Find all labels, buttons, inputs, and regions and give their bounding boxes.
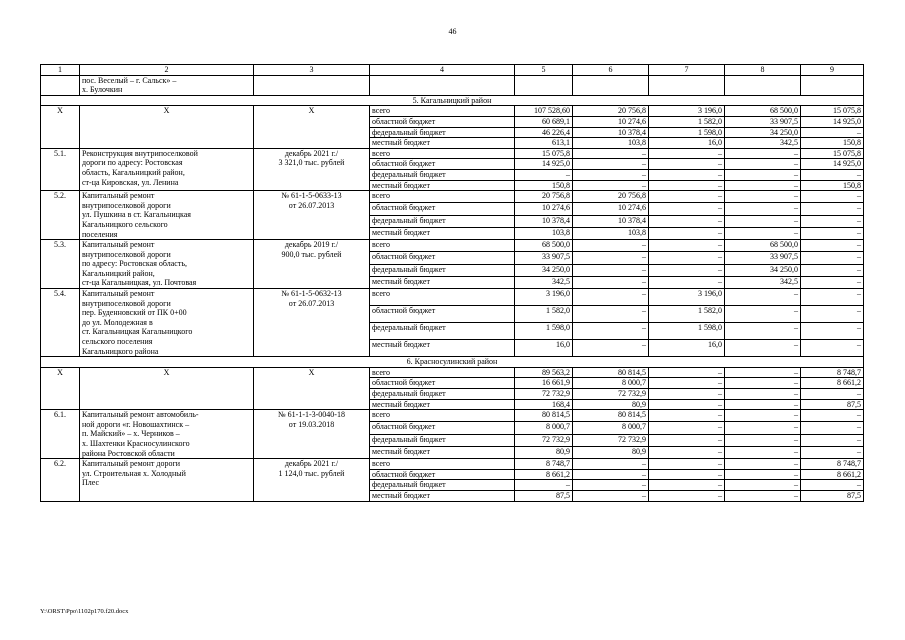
item-row (41, 459, 864, 470)
amount-cell: – (573, 480, 649, 491)
amount-cell: 8 000,7 (515, 422, 573, 434)
amount-cell: – (725, 191, 801, 203)
item-number: 5.4. (41, 289, 80, 357)
cell-line: Кагальницкий район, (82, 268, 155, 278)
header-cell: 8 (725, 65, 801, 76)
amount-cell: – (649, 410, 725, 422)
cell-line: х. Булочкин (82, 85, 123, 95)
header-cell: 9 (801, 65, 864, 76)
cell-line: ной дороги «г. Новошахтинск – (82, 419, 190, 429)
funding-type-cell: местный бюджет (370, 276, 515, 288)
amount-cell: – (725, 410, 801, 422)
amount-cell: 72 732,9 (515, 389, 573, 400)
amount-cell: – (801, 446, 864, 458)
amount-cell: 72 732,9 (515, 434, 573, 446)
funding-type-cell: федеральный бюджет (370, 434, 515, 446)
item-number: 5.3. (41, 240, 80, 289)
funding-type-cell: федеральный бюджет (370, 264, 515, 276)
amount-cell: 60 689,1 (515, 116, 573, 127)
amount-cell: 10 378,4 (573, 215, 649, 227)
amount-cell: – (725, 378, 801, 389)
amount-cell: – (649, 422, 725, 434)
amount-cell: – (649, 480, 725, 491)
item-row (41, 410, 864, 422)
amount-cell: 14 925,0 (801, 159, 864, 170)
amount-cell: – (649, 367, 725, 378)
total-marker-cell: X (254, 367, 370, 409)
amount-cell: – (649, 191, 725, 203)
section-title: 6. Красносулинский район (41, 357, 864, 368)
amount-cell: 33 907,5 (725, 116, 801, 127)
cell-line: Кагальницкого района (82, 346, 159, 356)
amount-cell: 20 756,8 (515, 191, 573, 203)
amount-cell: 8 748,7 (801, 367, 864, 378)
item-doc-cell (254, 191, 370, 240)
amount-cell: 3 196,0 (649, 289, 725, 306)
cell-line: декабрь 2019 г./ (284, 240, 339, 250)
amount-cell: – (801, 264, 864, 276)
item-name-cell (80, 289, 254, 357)
amount-cell: 8 748,7 (801, 459, 864, 470)
amount-cell: 1 598,0 (515, 323, 573, 340)
funding-type-cell: всего (370, 410, 515, 422)
cell-line: ст. Кагальницкая Кагальницкого (82, 327, 193, 337)
cell-line: пер. Буденновский от ПК 0+00 (82, 308, 187, 318)
amount-cell: 150,8 (801, 138, 864, 149)
amount-cell: – (573, 469, 649, 480)
cont-empty-cell (515, 75, 573, 95)
cell-line: ст-ца Кагальницкая, ул. Почтовая (82, 278, 197, 288)
cell-line: Капитальный ремонт автомобиль- (82, 410, 199, 420)
header-cell: 4 (370, 65, 515, 76)
item-doc-cell (254, 459, 370, 501)
cell-line: № 61-1-5-0632-13 (281, 289, 342, 299)
cell-line: пос. Веселый – г. Сальск» – (82, 75, 177, 85)
budget-table (40, 64, 864, 502)
cell-line: поселения (82, 229, 118, 239)
item-name-cell (80, 240, 254, 289)
header-cell: 1 (41, 65, 80, 76)
amount-cell: 613,1 (515, 138, 573, 149)
table-header-row (41, 65, 864, 76)
funding-type-cell: областной бюджет (370, 252, 515, 264)
cont-empty-cell (649, 75, 725, 95)
amount-cell: 34 250,0 (725, 127, 801, 138)
amount-cell: 87,5 (801, 399, 864, 410)
item-name-cell (80, 410, 254, 459)
amount-cell: 10 378,4 (515, 215, 573, 227)
cell-line: от 26.07.2013 (288, 298, 335, 308)
section-total-row (41, 106, 864, 117)
amount-cell: – (801, 169, 864, 180)
cell-line: № 61-1-1-3-0040-18 (278, 410, 345, 420)
amount-cell: 16 661,9 (515, 378, 573, 389)
amount-cell: – (801, 422, 864, 434)
funding-type-cell: всего (370, 367, 515, 378)
amount-cell: – (725, 480, 801, 491)
item-row (41, 240, 864, 252)
amount-cell: 80,9 (573, 446, 649, 458)
amount-cell: – (801, 127, 864, 138)
amount-cell: 87,5 (515, 490, 573, 501)
amount-cell: – (801, 323, 864, 340)
funding-type-cell: местный бюджет (370, 446, 515, 458)
amount-cell: 68 500,0 (725, 106, 801, 117)
amount-cell: – (573, 252, 649, 264)
amount-cell: – (515, 480, 573, 491)
amount-cell: – (573, 159, 649, 170)
cell-line: от 19.03.2018 (288, 419, 335, 429)
amount-cell: – (649, 159, 725, 170)
amount-cell: – (725, 459, 801, 470)
funding-type-cell: местный бюджет (370, 180, 515, 191)
amount-cell: – (725, 399, 801, 410)
amount-cell: – (801, 410, 864, 422)
funding-type-cell: федеральный бюджет (370, 169, 515, 180)
amount-cell: – (725, 389, 801, 400)
cell-line: 1 124,0 тыс. рублей (278, 468, 345, 478)
funding-type-cell: всего (370, 459, 515, 470)
cell-line: дороги по адресу: Ростовская (82, 158, 183, 168)
amount-cell: – (725, 422, 801, 434)
item-row (41, 289, 864, 306)
amount-cell: 10 274,6 (515, 203, 573, 215)
section-title: 5. Кагальницкий район (41, 95, 864, 106)
cont-empty-cell (801, 75, 864, 95)
page-number: 46 (448, 27, 457, 36)
amount-cell: 80 814,5 (573, 367, 649, 378)
amount-cell: – (725, 323, 801, 340)
amount-cell: 68 500,0 (725, 240, 801, 252)
amount-cell: 107 528,60 (515, 106, 573, 117)
funding-type-cell: всего (370, 148, 515, 159)
footer-file-path: Y:\ORST\Ppo\1102p170.f20.docx (40, 608, 129, 615)
funding-type-cell: местный бюджет (370, 399, 515, 410)
funding-type-cell: областной бюджет (370, 116, 515, 127)
cont-empty-cell (573, 75, 649, 95)
funding-type-cell: областной бюджет (370, 306, 515, 323)
item-number: 5.1. (41, 148, 80, 190)
header-cell: 2 (80, 65, 254, 76)
amount-cell: 14 925,0 (801, 116, 864, 127)
amount-cell: – (649, 169, 725, 180)
item-name-cell (80, 148, 254, 190)
item-name-cell (80, 459, 254, 501)
cell-line: декабрь 2021 г./ (284, 148, 339, 158)
amount-cell: 80,9 (515, 446, 573, 458)
amount-cell: – (649, 490, 725, 501)
total-marker-cell: X (80, 367, 254, 409)
cell-line: внутрипоселковой дороги (82, 298, 171, 308)
amount-cell: – (725, 434, 801, 446)
amount-cell: – (801, 191, 864, 203)
funding-type-cell: областной бюджет (370, 159, 515, 170)
amount-cell: – (649, 469, 725, 480)
amount-cell: – (573, 148, 649, 159)
cell-line: декабрь 2021 г./ (284, 459, 339, 469)
amount-cell: – (649, 434, 725, 446)
total-marker-cell: X (80, 106, 254, 148)
amount-cell: – (649, 389, 725, 400)
amount-cell: 15 075,8 (515, 148, 573, 159)
funding-type-cell: федеральный бюджет (370, 215, 515, 227)
amount-cell: – (725, 446, 801, 458)
continuation-row (41, 75, 864, 95)
amount-cell: 168,4 (515, 399, 573, 410)
amount-cell: – (573, 490, 649, 501)
amount-cell: – (725, 215, 801, 227)
amount-cell: 1 582,0 (515, 306, 573, 323)
amount-cell: 20 756,8 (573, 191, 649, 203)
item-doc-cell (254, 240, 370, 289)
amount-cell: – (573, 306, 649, 323)
item-row (41, 191, 864, 203)
cell-line: № 61-1-5-0633-13 (281, 191, 342, 201)
amount-cell: 16,0 (649, 138, 725, 149)
funding-type-cell: федеральный бюджет (370, 389, 515, 400)
amount-cell: 34 250,0 (515, 264, 573, 276)
amount-cell: 3 196,0 (515, 289, 573, 306)
amount-cell: 103,8 (573, 227, 649, 239)
cont-empty-cell (725, 75, 801, 95)
amount-cell: – (801, 306, 864, 323)
cell-line: от 26.07.2013 (288, 200, 335, 210)
amount-cell: – (725, 169, 801, 180)
funding-type-cell: местный бюджет (370, 490, 515, 501)
cell-line: ул. Пушкина в ст. Кагальницкая (82, 210, 191, 220)
cell-line: Капитальный ремонт дороги (82, 459, 181, 469)
amount-cell: – (801, 240, 864, 252)
amount-cell: 8 661,2 (801, 378, 864, 389)
amount-cell: – (725, 367, 801, 378)
amount-cell: 33 907,5 (725, 252, 801, 264)
amount-cell: 10 274,6 (573, 203, 649, 215)
cell-line: п. Майский» – х. Черников – (82, 429, 180, 439)
item-number: 6.2. (41, 459, 80, 501)
amount-cell: – (649, 264, 725, 276)
cont-empty-cell (370, 75, 515, 95)
amount-cell: 87,5 (801, 490, 864, 501)
amount-cell: 72 732,9 (573, 389, 649, 400)
amount-cell: 1 598,0 (649, 127, 725, 138)
amount-cell: 342,5 (725, 276, 801, 288)
amount-cell: – (649, 446, 725, 458)
cont-empty-cell (41, 75, 80, 95)
header-cell: 5 (515, 65, 573, 76)
amount-cell: 72 732,9 (573, 434, 649, 446)
item-doc-cell (254, 410, 370, 459)
funding-type-cell: областной бюджет (370, 422, 515, 434)
item-number: 5.2. (41, 191, 80, 240)
amount-cell: 15 075,8 (801, 106, 864, 117)
cell-line: до ул. Молодежная в (82, 317, 153, 327)
amount-cell: – (801, 215, 864, 227)
item-doc-cell (254, 148, 370, 190)
amount-cell: 1 582,0 (649, 116, 725, 127)
amount-cell: – (725, 180, 801, 191)
funding-type-cell: всего (370, 240, 515, 252)
amount-cell: – (649, 276, 725, 288)
cell-line: ст-ца Кировская, ул. Ленина (82, 177, 179, 187)
amount-cell: 16,0 (515, 340, 573, 357)
amount-cell: – (649, 180, 725, 191)
amount-cell: 150,8 (801, 180, 864, 191)
amount-cell: 46 226,4 (515, 127, 573, 138)
amount-cell: – (573, 289, 649, 306)
amount-cell: 15 075,8 (801, 148, 864, 159)
amount-cell: – (573, 323, 649, 340)
amount-cell: – (515, 169, 573, 180)
amount-cell: – (573, 169, 649, 180)
amount-cell: – (801, 203, 864, 215)
cell-line: внутрипоселковой дороги (82, 200, 171, 210)
amount-cell: – (649, 399, 725, 410)
amount-cell: – (801, 227, 864, 239)
cell-line: Кагальницкого сельского (82, 219, 168, 229)
amount-cell: 68 500,0 (515, 240, 573, 252)
amount-cell: 10 378,4 (573, 127, 649, 138)
funding-type-cell: федеральный бюджет (370, 323, 515, 340)
amount-cell: 8 748,7 (515, 459, 573, 470)
funding-type-cell: местный бюджет (370, 227, 515, 239)
funding-type-cell: местный бюджет (370, 340, 515, 357)
amount-cell: – (725, 490, 801, 501)
amount-cell: 34 250,0 (725, 264, 801, 276)
cell-line: Капитальный ремонт (82, 191, 155, 201)
amount-cell: – (725, 159, 801, 170)
section-total-row (41, 367, 864, 378)
cell-line: х. Шахтенки Красносулинского (82, 438, 190, 448)
header-cell: 7 (649, 65, 725, 76)
amount-cell: – (649, 252, 725, 264)
funding-type-cell: местный бюджет (370, 138, 515, 149)
amount-cell: – (573, 459, 649, 470)
amount-cell: 103,8 (573, 138, 649, 149)
amount-cell: – (725, 306, 801, 323)
amount-cell: 33 907,5 (515, 252, 573, 264)
header-cell: 3 (254, 65, 370, 76)
total-marker-cell: X (41, 367, 80, 409)
amount-cell: – (725, 148, 801, 159)
item-row (41, 148, 864, 159)
amount-cell: – (725, 340, 801, 357)
amount-cell: – (801, 389, 864, 400)
section-header-row (41, 357, 864, 368)
amount-cell: – (573, 240, 649, 252)
amount-cell: – (801, 276, 864, 288)
amount-cell: – (725, 289, 801, 306)
cell-line: 900,0 тыс. рублей (281, 249, 342, 259)
item-doc-cell (254, 289, 370, 357)
amount-cell: 20 756,8 (573, 106, 649, 117)
amount-cell: – (725, 203, 801, 215)
funding-type-cell: федеральный бюджет (370, 127, 515, 138)
amount-cell: 8 661,2 (801, 469, 864, 480)
cell-line: Плес (82, 478, 100, 488)
amount-cell: – (801, 480, 864, 491)
amount-cell: 8 000,7 (573, 378, 649, 389)
amount-cell: – (649, 459, 725, 470)
amount-cell: 342,5 (725, 138, 801, 149)
total-marker-cell: X (254, 106, 370, 148)
amount-cell: 342,5 (515, 276, 573, 288)
amount-cell: – (573, 264, 649, 276)
cell-line: района Ростовской области (82, 448, 175, 458)
funding-type-cell: областной бюджет (370, 378, 515, 389)
funding-type-cell: всего (370, 191, 515, 203)
amount-cell: – (801, 434, 864, 446)
amount-cell: 80 814,5 (515, 410, 573, 422)
amount-cell: – (573, 340, 649, 357)
cell-line: сельского поселения (82, 337, 153, 347)
cell-line: Капитальный ремонт (82, 289, 155, 299)
cont-empty-cell (254, 75, 370, 95)
amount-cell: – (801, 340, 864, 357)
amount-cell: 14 925,0 (515, 159, 573, 170)
amount-cell: 8 661,2 (515, 469, 573, 480)
item-number: 6.1. (41, 410, 80, 459)
amount-cell: 89 563,2 (515, 367, 573, 378)
amount-cell: – (649, 378, 725, 389)
amount-cell: 1 582,0 (649, 306, 725, 323)
funding-type-cell: всего (370, 106, 515, 117)
amount-cell: – (649, 240, 725, 252)
cell-line: ул. Строительная х. Холодный (82, 468, 186, 478)
amount-cell: – (649, 148, 725, 159)
amount-cell: 16,0 (649, 340, 725, 357)
item-name-cell (80, 191, 254, 240)
cell-line: 3 321,0 тыс. рублей (278, 158, 345, 168)
amount-cell: 8 000,7 (573, 422, 649, 434)
amount-cell: 3 196,0 (649, 106, 725, 117)
amount-cell: – (801, 252, 864, 264)
amount-cell: – (725, 227, 801, 239)
amount-cell: – (573, 180, 649, 191)
amount-cell: – (801, 289, 864, 306)
header-cell: 6 (573, 65, 649, 76)
amount-cell: – (573, 276, 649, 288)
section-header-row (41, 95, 864, 106)
amount-cell: – (649, 203, 725, 215)
amount-cell: 1 598,0 (649, 323, 725, 340)
total-marker-cell: X (41, 106, 80, 148)
funding-type-cell: областной бюджет (370, 203, 515, 215)
amount-cell: – (725, 469, 801, 480)
amount-cell: 80 814,5 (573, 410, 649, 422)
amount-cell: – (649, 227, 725, 239)
amount-cell: 103,8 (515, 227, 573, 239)
cell-line: Реконструкция внутрипоселковой (82, 148, 198, 158)
amount-cell: 10 274,6 (573, 116, 649, 127)
funding-type-cell: федеральный бюджет (370, 480, 515, 491)
funding-type-cell: областной бюджет (370, 469, 515, 480)
cell-line: по адресу: Ростовская область, (82, 259, 187, 269)
cell-line: область, Кагальницкий район, (82, 167, 185, 177)
cell-line: внутрипоселковой дороги (82, 249, 171, 259)
funding-type-cell: всего (370, 289, 515, 306)
cell-line: Капитальный ремонт (82, 240, 155, 250)
amount-cell: 150,8 (515, 180, 573, 191)
amount-cell: – (649, 215, 725, 227)
cont-name-cell (80, 75, 254, 95)
amount-cell: 80,9 (573, 399, 649, 410)
